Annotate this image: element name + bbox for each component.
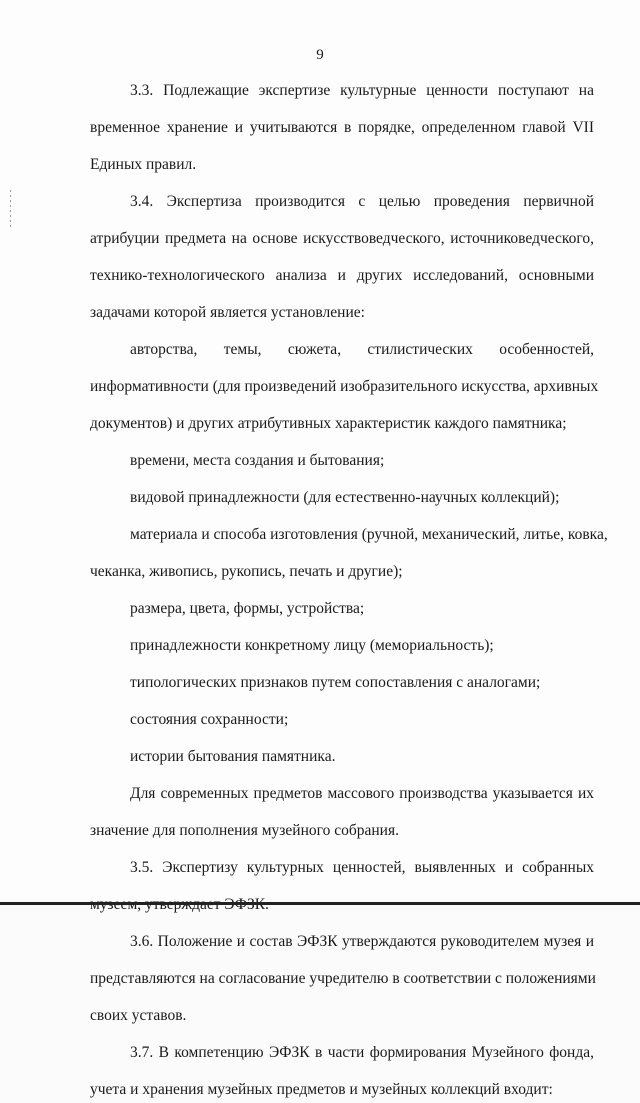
text-line: истории бытования памятника. [130, 748, 336, 765]
text-line: видовой принадлежности (для естественно-научных коллекций); [130, 489, 560, 506]
text-line [90, 892, 594, 918]
text-line: размера, цвета, формы, устройства; [130, 600, 365, 617]
text-line: состояния сохранности; [130, 711, 289, 728]
text-line: атрибуции предмета на основе искусствоведческого, источниковедческого, [90, 230, 594, 247]
text-line: временное хранение и учитываются в порядке, определенном главой VII [90, 119, 594, 136]
text-line: документов) и других атрибутивных характеристик каждого памятника; [90, 415, 567, 432]
text-line: 3.7. В компетенцию ЭФЗК в части формирования Музейного фонда, [130, 1044, 594, 1061]
text-line: типологических признаков путем сопоставления с аналогами; [130, 674, 541, 691]
text-line: материала и способа изготовления (ручной, механический, литье, ковка, [130, 526, 608, 543]
text-line: задачами которой является установление: [90, 304, 365, 321]
text-line: 3.6. Положение и состав ЭФЗК утверждаются руководителем музея и [130, 933, 594, 950]
text-line: 3.4. Экспертиза производится с целью проведения первичной [130, 193, 594, 210]
body-text [90, 78, 608, 1103]
text-line: своих уставов. [90, 1007, 187, 1024]
text-line: времени, места создания и бытования; [130, 452, 385, 469]
text-line: значение для пополнения музейного собрания. [90, 822, 399, 839]
scan-edge-mark [10, 190, 11, 230]
text-line: Для современных предметов массового производства указывается их [130, 785, 594, 802]
text-line: представляются на согласование учредителю в соответствии с положениями [90, 970, 596, 987]
text-line: авторства, темы, сюжета, стилистических особенностей, [130, 341, 594, 358]
text-line: принадлежности конкретному лицу (мемориальность); [130, 637, 494, 654]
text-line: чеканка, живопись, рукопись, печать и другие); [90, 563, 403, 580]
text-line: 3.5. Экспертизу культурных ценностей, выявленных и собранных [130, 859, 594, 876]
text-line: Единых правил. [90, 156, 197, 173]
text-line: учета и хранения музейных предметов и музейных коллекций входит: [90, 1081, 553, 1098]
page-number: 9 [316, 47, 324, 63]
text-line: информативности (для произведений изобразительного искусства, архивных [90, 378, 599, 395]
text-line: технико-технологического анализа и других исследований, основными [90, 267, 594, 284]
text-line: 3.3. Подлежащие экспертизе культурные ценности поступают на [130, 82, 594, 99]
